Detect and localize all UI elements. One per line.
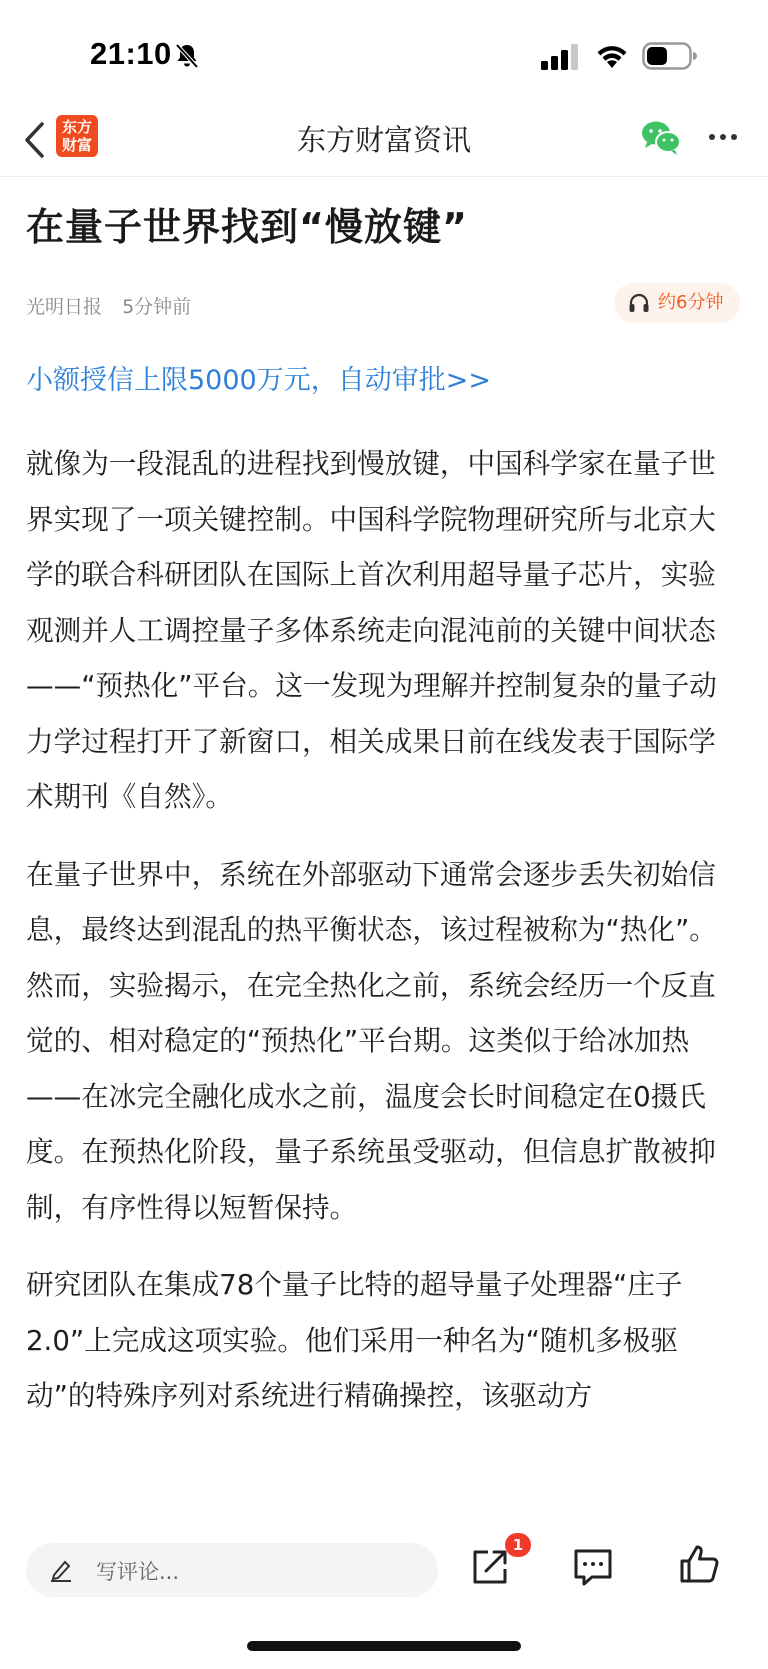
cellular-signal-icon xyxy=(541,44,581,70)
headphones-icon xyxy=(628,293,650,313)
bell-muted-icon xyxy=(173,42,201,70)
share-icon[interactable] xyxy=(470,1547,510,1587)
article-time: 5分钟前 xyxy=(122,296,192,318)
article-meta xyxy=(26,292,205,319)
wifi-icon xyxy=(594,40,630,70)
article-body xyxy=(26,436,742,1446)
status-bar xyxy=(0,0,768,110)
battery-icon xyxy=(642,40,698,72)
paragraph: 在量子世界中，系统在外部驱动下通常会逐步丢失初始信息，最终达到混乱的热平衡状态，该过程被称为“热化”。然而，实验揭示，在完全热化之前，系统会经历一个反直觉的、相对稳定的“预热化”平台期。这类似于给冰加热——在冰完全融化成水之前，温度会长时间稳定在0摄氏度。在预热化阶段，量子系统虽受驱动，但信息扩散被抑制，有序性得以短暂保持。 xyxy=(26,857,717,1224)
promo-link[interactable]: 小额授信上限5000万元，自动审批>> xyxy=(26,365,491,396)
listen-duration: 约6分钟 xyxy=(658,292,724,313)
thumbs-up-icon[interactable] xyxy=(678,1543,720,1585)
article-title: 在量子世界找到“慢放键” xyxy=(26,205,468,249)
comment-input[interactable] xyxy=(26,1543,438,1597)
comments-icon[interactable] xyxy=(572,1547,614,1587)
article-source: 光明日报 xyxy=(26,296,103,318)
logo-text-top: 东方 xyxy=(61,118,92,136)
status-time: 21:10 xyxy=(90,36,172,71)
wechat-share-icon[interactable] xyxy=(640,118,682,156)
home-indicator xyxy=(247,1641,521,1651)
share-count-badge: 1 xyxy=(505,1533,531,1557)
paragraph: 研究团队在集成78个量子比特的超导量子处理器“庄子2.0”上完成这项实验。他们采用一种名为“随机多极驱动”的特殊序列对系统进行精确操控，该驱动方 xyxy=(26,1268,683,1412)
pen-icon xyxy=(48,1557,74,1583)
nav-title: 东方财富资讯 xyxy=(296,123,471,157)
comment-placeholder: 写评论... xyxy=(96,1560,180,1584)
paragraph: 就像为一段混乱的进程找到慢放键，中国科学家在量子世界实现了一项关键控制。中国科学院物理研究所与北京大学的联合科研团队在国际上首次利用超导量子芯片，实验观测并人工调控量子多体系统走向混沌前的关键中间状态——“预热化”平台。这一发现为理解并控制复杂的量子动力学过程打开了新窗口，相关成果日前在线发表于国际学术期刊《自然》。 xyxy=(26,447,717,813)
bottom-action-bar xyxy=(0,1529,768,1669)
more-options-icon[interactable] xyxy=(706,124,740,150)
listen-audio-button[interactable] xyxy=(614,283,740,323)
logo-text-bottom: 财富 xyxy=(61,136,92,154)
nav-bar xyxy=(0,110,768,177)
